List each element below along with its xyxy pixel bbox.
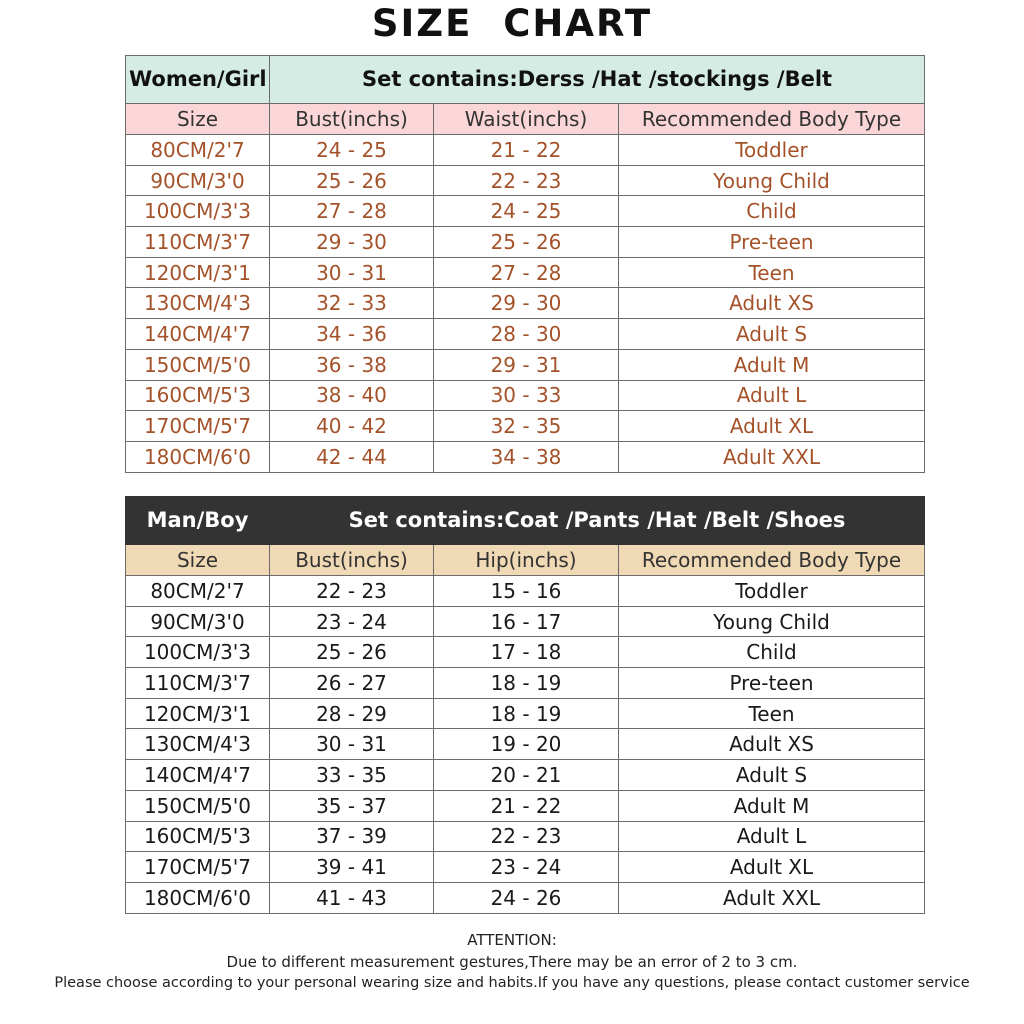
women-bust-cell: 38 - 40 [270, 380, 434, 411]
women-table-row [126, 288, 925, 319]
men-measure-cell: 15 - 16 [434, 576, 619, 607]
men-body-type-cell: Toddler [619, 576, 925, 607]
women-body-type-cell: Young Child [619, 165, 925, 196]
women-table-row [126, 441, 925, 472]
women-bust-cell: 27 - 28 [270, 196, 434, 227]
women-body-type-cell: Adult XL [619, 411, 925, 442]
men-measure-cell: 18 - 19 [434, 698, 619, 729]
women-size-cell: 170CM/5'7 [126, 411, 270, 442]
men-header-bust: Bust(inchs) [270, 545, 434, 576]
men-header-row [126, 545, 925, 576]
women-size-cell: 110CM/3'7 [126, 227, 270, 258]
men-table-row [126, 821, 925, 852]
women-measure-cell: 21 - 22 [434, 135, 619, 166]
attention-title: ATTENTION: [467, 931, 557, 949]
men-bust-cell: 30 - 31 [270, 729, 434, 760]
men-set-contains: Set contains:Coat /Pants /Hat /Belt /Shoes [270, 497, 925, 545]
women-measure-cell: 32 - 35 [434, 411, 619, 442]
women-bust-cell: 29 - 30 [270, 227, 434, 258]
women-size-cell: 140CM/4'7 [126, 319, 270, 350]
men-size-cell: 130CM/4'3 [126, 729, 270, 760]
women-bust-cell: 42 - 44 [270, 441, 434, 472]
women-body-type-cell: Pre-teen [619, 227, 925, 258]
men-bust-cell: 28 - 29 [270, 698, 434, 729]
men-table-row [126, 668, 925, 699]
women-group-label: Women/Girl [126, 56, 270, 104]
women-size-table [125, 55, 925, 473]
women-size-cell: 80CM/2'7 [126, 135, 270, 166]
women-size-cell: 130CM/4'3 [126, 288, 270, 319]
women-table-row [126, 380, 925, 411]
men-body-type-cell: Adult L [619, 821, 925, 852]
women-measure-cell: 27 - 28 [434, 257, 619, 288]
women-header-body-type: Recommended Body Type [619, 104, 925, 135]
men-body-type-cell: Adult M [619, 790, 925, 821]
men-body-type-cell: Adult S [619, 760, 925, 791]
women-header-row [126, 104, 925, 135]
women-bust-cell: 34 - 36 [270, 319, 434, 350]
women-bust-cell: 32 - 33 [270, 288, 434, 319]
men-bust-cell: 25 - 26 [270, 637, 434, 668]
women-header-bust: Bust(inchs) [270, 104, 434, 135]
men-band-row [126, 497, 925, 545]
women-bust-cell: 30 - 31 [270, 257, 434, 288]
men-size-cell: 90CM/3'0 [126, 606, 270, 637]
men-measure-cell: 17 - 18 [434, 637, 619, 668]
men-bust-cell: 22 - 23 [270, 576, 434, 607]
men-bust-cell: 41 - 43 [270, 882, 434, 913]
women-table-row [126, 135, 925, 166]
women-table-row [126, 349, 925, 380]
men-size-cell: 100CM/3'3 [126, 637, 270, 668]
women-size-cell: 150CM/5'0 [126, 349, 270, 380]
men-body-type-cell: Adult XS [619, 729, 925, 760]
men-table-body [126, 497, 925, 914]
men-table-row [126, 882, 925, 913]
women-table-row [126, 165, 925, 196]
men-body-type-cell: Teen [619, 698, 925, 729]
women-measure-cell: 24 - 25 [434, 196, 619, 227]
women-measure-cell: 29 - 30 [434, 288, 619, 319]
women-table-row [126, 319, 925, 350]
men-body-type-cell: Adult XL [619, 852, 925, 883]
men-measure-cell: 22 - 23 [434, 821, 619, 852]
women-size-cell: 90CM/3'0 [126, 165, 270, 196]
men-size-cell: 110CM/3'7 [126, 668, 270, 699]
men-table-row [126, 698, 925, 729]
men-table-row [126, 852, 925, 883]
men-body-type-cell: Child [619, 637, 925, 668]
women-band-row [126, 56, 925, 104]
women-measure-cell: 22 - 23 [434, 165, 619, 196]
men-size-cell: 120CM/3'1 [126, 698, 270, 729]
women-header-waist: Waist(inchs) [434, 104, 619, 135]
men-measure-cell: 16 - 17 [434, 606, 619, 637]
men-table-row [126, 576, 925, 607]
men-size-table [125, 496, 925, 914]
men-size-cell: 150CM/5'0 [126, 790, 270, 821]
attention-line-2: Please choose according to your personal wearing size and habits.If you have any questions, please contact customer service [54, 975, 970, 991]
men-bust-cell: 33 - 35 [270, 760, 434, 791]
men-bust-cell: 26 - 27 [270, 668, 434, 699]
women-measure-cell: 25 - 26 [434, 227, 619, 258]
women-body-type-cell: Adult XS [619, 288, 925, 319]
men-bust-cell: 35 - 37 [270, 790, 434, 821]
women-table-body [126, 56, 925, 473]
women-measure-cell: 28 - 30 [434, 319, 619, 350]
women-size-cell: 100CM/3'3 [126, 196, 270, 227]
women-bust-cell: 40 - 42 [270, 411, 434, 442]
men-size-cell: 140CM/4'7 [126, 760, 270, 791]
women-body-type-cell: Adult XXL [619, 441, 925, 472]
women-measure-cell: 34 - 38 [434, 441, 619, 472]
women-measure-cell: 29 - 31 [434, 349, 619, 380]
men-header-body-type: Recommended Body Type [619, 545, 925, 576]
men-measure-cell: 18 - 19 [434, 668, 619, 699]
men-bust-cell: 37 - 39 [270, 821, 434, 852]
men-header-size: Size [126, 545, 270, 576]
women-table-row [126, 411, 925, 442]
women-size-cell: 160CM/5'3 [126, 380, 270, 411]
men-measure-cell: 19 - 20 [434, 729, 619, 760]
women-table-row [126, 227, 925, 258]
men-measure-cell: 23 - 24 [434, 852, 619, 883]
men-group-label: Man/Boy [126, 497, 270, 545]
men-table-row [126, 790, 925, 821]
men-bust-cell: 23 - 24 [270, 606, 434, 637]
men-table-row [126, 760, 925, 791]
women-body-type-cell: Teen [619, 257, 925, 288]
men-bust-cell: 39 - 41 [270, 852, 434, 883]
women-table-row [126, 257, 925, 288]
women-measure-cell: 30 - 33 [434, 380, 619, 411]
men-table-row [126, 729, 925, 760]
men-size-cell: 170CM/5'7 [126, 852, 270, 883]
men-size-cell: 80CM/2'7 [126, 576, 270, 607]
women-bust-cell: 24 - 25 [270, 135, 434, 166]
men-measure-cell: 21 - 22 [434, 790, 619, 821]
women-body-type-cell: Adult L [619, 380, 925, 411]
page-title: SIZE CHART [371, 2, 653, 45]
attention-line-1: Due to different measurement gestures,There may be an error of 2 to 3 cm. [226, 953, 798, 971]
men-size-cell: 160CM/5'3 [126, 821, 270, 852]
women-bust-cell: 25 - 26 [270, 165, 434, 196]
men-table-row [126, 637, 925, 668]
men-body-type-cell: Pre-teen [619, 668, 925, 699]
women-set-contains: Set contains:Derss /Hat /stockings /Belt [270, 56, 925, 104]
women-size-cell: 120CM/3'1 [126, 257, 270, 288]
men-body-type-cell: Young Child [619, 606, 925, 637]
men-measure-cell: 20 - 21 [434, 760, 619, 791]
women-bust-cell: 36 - 38 [270, 349, 434, 380]
women-header-size: Size [126, 104, 270, 135]
women-body-type-cell: Adult S [619, 319, 925, 350]
men-body-type-cell: Adult XXL [619, 882, 925, 913]
women-table-row [126, 196, 925, 227]
men-table-row [126, 606, 925, 637]
women-body-type-cell: Adult M [619, 349, 925, 380]
women-body-type-cell: Child [619, 196, 925, 227]
women-body-type-cell: Toddler [619, 135, 925, 166]
men-size-cell: 180CM/6'0 [126, 882, 270, 913]
women-size-cell: 180CM/6'0 [126, 441, 270, 472]
men-measure-cell: 24 - 26 [434, 882, 619, 913]
men-header-hip: Hip(inchs) [434, 545, 619, 576]
